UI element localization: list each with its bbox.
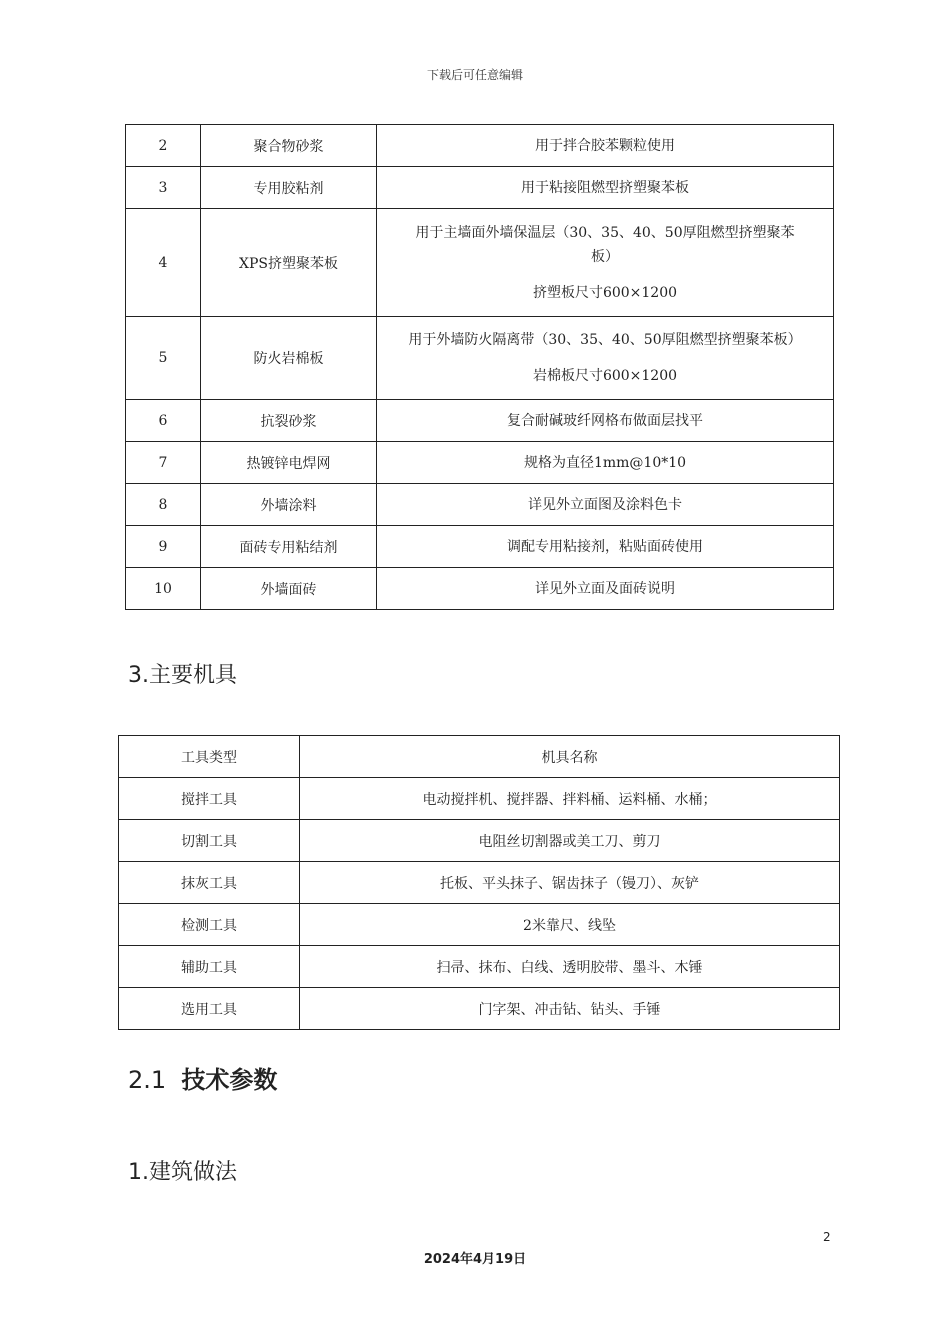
material-no: 9 (126, 526, 201, 568)
material-name: 热镀锌电焊网 (201, 442, 377, 484)
material-desc-line: 用于主墙面外墙保温层（30、35、40、50厚阻燃型挤塑聚苯 (415, 224, 795, 241)
table-row (126, 568, 834, 610)
header-note: 下载后可任意编辑 (426, 68, 523, 82)
material-no: 5 (126, 317, 201, 400)
tool-type: 搅拌工具 (119, 778, 300, 820)
table-row (119, 820, 840, 862)
page-number: 2 (823, 1230, 831, 1244)
material-desc (377, 442, 834, 484)
section-heading-tech (128, 1060, 277, 1095)
material-desc (377, 317, 834, 400)
material-name: 外墙涂料 (201, 484, 377, 526)
tools-header-name: 机具名称 (300, 736, 840, 778)
material-desc-line: 岩棉板尺寸600×1200 (532, 368, 678, 384)
table-row (119, 988, 840, 1030)
table-row (126, 317, 834, 400)
material-name: 防火岩棉板 (201, 317, 377, 400)
material-desc-line: 用于拌合胶苯颗粒使用 (535, 137, 675, 154)
table-row (119, 778, 840, 820)
material-desc (377, 167, 834, 209)
material-desc-line: 调配专用粘接剂，粘贴面砖使用 (507, 538, 703, 555)
tool-type: 辅助工具 (119, 946, 300, 988)
section-tech-title: 技术参数 (181, 1066, 278, 1094)
section-heading-arch: 1.建筑做法 (128, 1160, 237, 1185)
material-name: XPS挤塑聚苯板 (201, 209, 377, 317)
table-row (119, 862, 840, 904)
material-desc (377, 484, 834, 526)
material-no: 10 (126, 568, 201, 610)
material-desc-line: 用于粘接阻燃型挤塑聚苯板 (521, 179, 689, 196)
material-name: 外墙面砖 (201, 568, 377, 610)
material-desc-line: 规格为直径1mm@10*10 (523, 454, 687, 471)
tool-type: 切割工具 (119, 820, 300, 862)
tool-name: 2米靠尺、线坠 (300, 904, 840, 946)
material-name: 抗裂砂浆 (201, 400, 377, 442)
tool-name: 托板、平头抹子、锯齿抹子（镘刀）、灰铲 (300, 862, 840, 904)
table-row (126, 526, 834, 568)
material-no: 2 (126, 125, 201, 167)
material-no: 6 (126, 400, 201, 442)
tool-type: 选用工具 (119, 988, 300, 1030)
material-name: 专用胶粘剂 (201, 167, 377, 209)
table-row (119, 946, 840, 988)
material-desc (377, 125, 834, 167)
material-name: 面砖专用粘结剂 (201, 526, 377, 568)
tool-name: 扫帚、抹布、白线、透明胶带、墨斗、木锤 (300, 946, 840, 988)
tools-table (118, 735, 840, 1030)
table-row (126, 209, 834, 317)
materials-table (125, 124, 834, 610)
material-desc (377, 526, 834, 568)
tools-header-row (119, 736, 840, 778)
material-no: 4 (126, 209, 201, 317)
tool-type: 检测工具 (119, 904, 300, 946)
material-name: 聚合物砂浆 (201, 125, 377, 167)
table-row (126, 167, 834, 209)
table-row (126, 484, 834, 526)
tool-type: 抹灰工具 (119, 862, 300, 904)
material-desc-line: 用于外墙防火隔离带（30、35、40、50厚阻燃型挤塑聚苯板） (408, 332, 802, 348)
table-row (126, 442, 834, 484)
section-heading-tools: 3.主要机具 (128, 663, 237, 688)
material-desc-line: 详见外立面图及涂料色卡 (528, 496, 682, 513)
table-row (119, 904, 840, 946)
tool-name: 门字架、冲击钻、钻头、手锤 (300, 988, 840, 1030)
footer-date: 2024年4月19日 (423, 1252, 527, 1267)
material-desc-line: 详见外立面及面砖说明 (535, 580, 675, 597)
tool-name: 电阻丝切割器或美工刀、剪刀 (300, 820, 840, 862)
table-row (126, 125, 834, 167)
material-desc-line: 复合耐碱玻纤网格布做面层找平 (507, 412, 703, 429)
material-desc (377, 568, 834, 610)
material-no: 8 (126, 484, 201, 526)
material-desc (377, 209, 834, 317)
material-no: 3 (126, 167, 201, 209)
section-tech-number: 2.1 (128, 1066, 167, 1094)
material-desc (377, 400, 834, 442)
table-row (126, 400, 834, 442)
material-desc-line: 挤塑板尺寸600×1200 (532, 284, 678, 301)
tool-name: 电动搅拌机、搅拌器、拌料桶、运料桶、水桶； (300, 778, 840, 820)
material-no: 7 (126, 442, 201, 484)
material-desc-line: 板） (591, 248, 619, 265)
tools-header-type: 工具类型 (119, 736, 300, 778)
